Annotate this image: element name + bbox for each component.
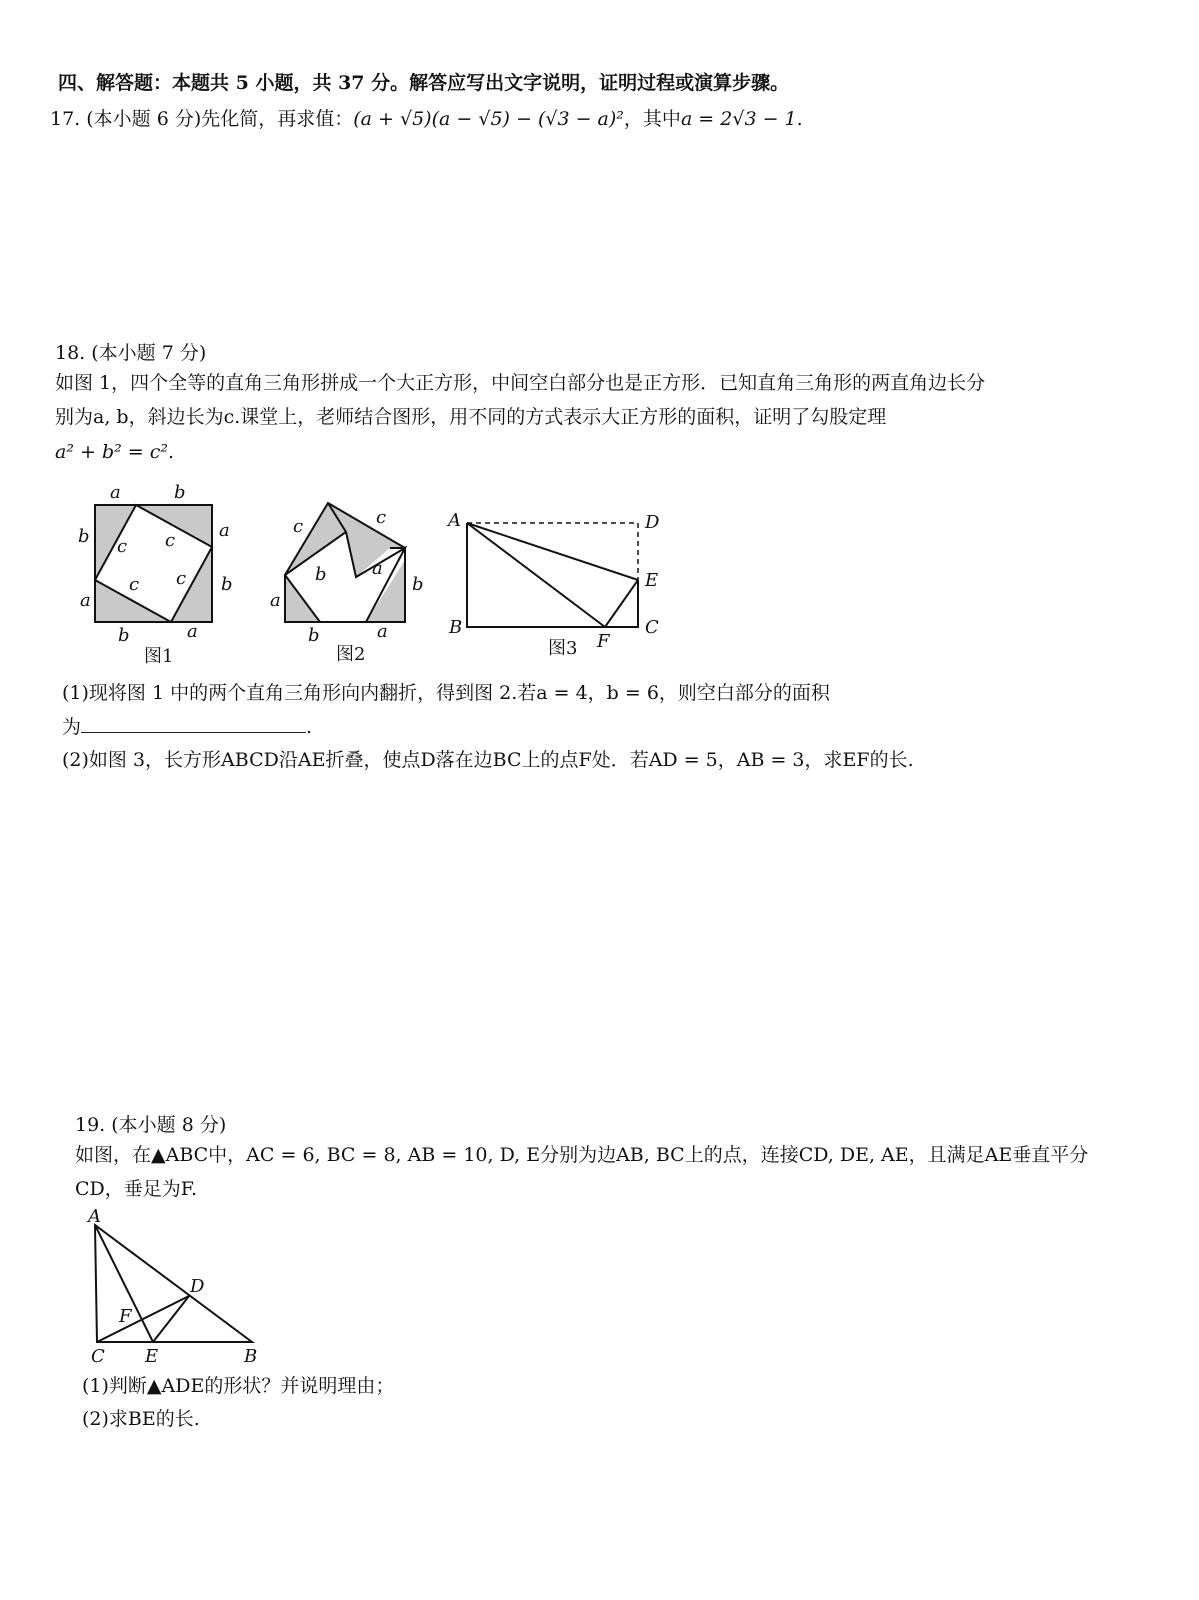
pythagorean-equation: a² + b² = c². — [55, 441, 175, 463]
fig2-caption: 图2 — [336, 644, 366, 665]
q18-part2: (2)如图 3，长方形ABCD沿AE折叠，使点D落在边BC上的点F处．若AD = 5，AB = 3，求EF的长. — [62, 749, 914, 771]
fig1-label-c3: c — [129, 574, 140, 595]
q17-end: . — [796, 108, 803, 130]
q17-mid: ，其中 — [623, 108, 681, 130]
fig3-segment-af — [467, 523, 605, 627]
question-18-header: 18. (本小题 7 分) — [55, 342, 207, 364]
fig3-label-B: B — [449, 617, 463, 638]
q18-part1-line1: (1)现将图 1 中的两个直角三角形向内翻折，得到图 2.若a = 4，b = 6，则空白部分的面积 — [62, 682, 830, 704]
fig2-label-a-left: a — [270, 590, 281, 611]
fig3-label-E: E — [645, 570, 659, 591]
fig2-label-b-bottom: b — [308, 625, 320, 646]
figure-2 — [268, 495, 428, 645]
q19-label-D: D — [190, 1276, 205, 1297]
fig2-label-c-right: c — [376, 507, 387, 528]
fig3-caption: 图3 — [548, 638, 578, 659]
fig2-label-a-mid: a — [372, 558, 383, 579]
q19-label-E: E — [145, 1346, 159, 1367]
fig3-label-A: A — [448, 510, 461, 531]
fig3-fold-ae — [467, 523, 638, 580]
segment-de — [153, 1296, 189, 1342]
segment-cd — [97, 1296, 189, 1342]
fig1-label-c2: c — [165, 530, 176, 551]
question-19-text-line1: 如图，在▲ABC中，AC = 6, BC = 8, AB = 10, D, E分别为边AB, BC上的点，连接CD, DE, AE，且满足AE垂直平分 — [75, 1144, 1089, 1166]
fig1-label-b-bottom: b — [118, 625, 130, 646]
q18-part1-end: . — [306, 716, 313, 738]
fig2-label-c-left: c — [293, 516, 304, 537]
q19-label-C: C — [91, 1346, 105, 1367]
fig1-label-a-left: a — [80, 590, 91, 611]
fig1-label-a-right: a — [219, 520, 230, 541]
fig2-label-a-bottom: a — [377, 621, 388, 642]
fig1-label-b-top: b — [174, 482, 186, 503]
q17-prefix: 17. (本小题 6 分)先化简，再求值： — [50, 108, 354, 130]
q18-part1-line2 — [62, 714, 312, 740]
question-18-text-line2: 别为a, b，斜边长为c.课堂上，老师结合图形，用不同的方式表示大正方形的面积，证明了勾股定理 — [55, 406, 887, 428]
fig3-label-D: D — [645, 512, 660, 533]
fig1-label-c4: c — [176, 568, 187, 589]
fig3-segment-ef — [605, 580, 638, 627]
q19-label-B: B — [244, 1346, 258, 1367]
fig1-label-b-right: b — [221, 574, 233, 595]
fig1-label-a-top: a — [110, 482, 121, 503]
fig3-label-C: C — [645, 617, 659, 638]
section-heading: 四、解答题：本题共 5 小题，共 37 分。解答应写出文字说明，证明过程或演算步骤。 — [58, 72, 790, 94]
question-19-text-line2: CD，垂足为F. — [75, 1178, 198, 1200]
figure-q19 — [80, 1205, 280, 1375]
question-18-text-line1: 如图 1，四个全等的直角三角形拼成一个大正方形，中间空白部分也是正方形．已知直角三角形的两直角边长分 — [55, 372, 986, 394]
q18-part1-prefix: 为 — [62, 716, 82, 738]
q19-label-A: A — [88, 1206, 101, 1227]
fig1-label-c1: c — [117, 536, 128, 557]
fig1-caption: 图1 — [144, 646, 174, 667]
q19-part2: (2)求BE的长. — [82, 1408, 200, 1430]
q19-part1: (1)判断▲ADE的形状？并说明理由； — [82, 1375, 395, 1397]
fig2-label-b-mid: b — [315, 564, 327, 585]
fig1-label-b-left: b — [78, 526, 90, 547]
fig2-label-b-right: b — [412, 574, 424, 595]
fig1-label-a-bottom: a — [187, 621, 198, 642]
answer-blank[interactable] — [81, 714, 306, 733]
fig3-rectangle-solid — [467, 583, 638, 627]
question-17 — [50, 106, 803, 132]
q19-label-F: F — [119, 1306, 132, 1327]
fig3-label-F: F — [597, 631, 610, 652]
question-19-header: 19. (本小题 8 分) — [75, 1114, 227, 1136]
q17-given-value: a = 2√3 − 1 — [680, 108, 797, 130]
q17-expression: (a + √5)(a − √5) − (√3 − a)² — [353, 108, 624, 130]
